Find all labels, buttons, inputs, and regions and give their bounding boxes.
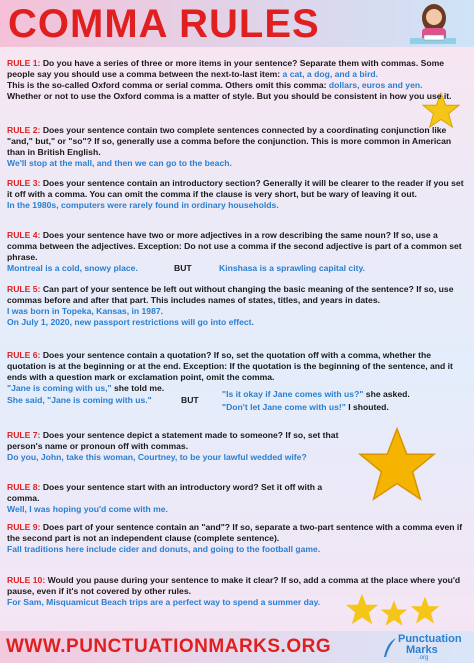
rule-label: RULE 6: [7,350,41,360]
quill-icon [382,637,398,659]
rules-panel [0,47,474,631]
quote-text: "Jane is coming with us," [7,383,112,393]
rule-example: a cat, a dog, and a bird. [282,69,379,79]
rule-9 [7,522,467,555]
rule-3 [7,178,467,211]
rule-label: RULE 5: [7,284,41,294]
rule-label: RULE 4: [7,230,41,240]
rule-text: Does your sentence have two or more adjectives in a row describing the same noun? If so, use a comma between the adjectives. Exception: Do not use a comma if the second adjective is part of a common set phrase. [7,230,462,262]
rule-text: Does part of your sentence contain an "and"? If so, separate a two-part sentence with a comma even if the second part is not an independent clause (complete sentence). [7,522,463,543]
rule-text: This is the so-called Oxford comma or serial comma. Others omit this comma: [7,80,327,90]
rule-label: RULE 10: [7,575,46,585]
rule-example [222,389,410,400]
rule-label: RULE 9: [7,522,41,532]
rule-example: In the 1980s, computers were rarely found in ordinary households. [7,200,279,210]
rule-example: Do you, John, take this woman, Courtney, to be your lawful wedded wife? [7,452,307,462]
rule-example: Well, I was hoping you'd come with me. [7,504,168,514]
rule-text: Does your sentence contain an introductory section? Generally it will be clearer to the reader if you set it off with a comma. You can omit the comma if the clause is very short, but be wary of leaving it out. [7,178,464,199]
rule-example: Fall traditions here include cider and donuts, and going to the football game. [7,544,321,554]
rule-example [222,402,389,413]
rule-text: Would you pause during your sentence to make it clear? If so, add a comma at the place where you'd pause, even if it's not covered by other rules. [7,575,461,596]
rule-example: Kinshasa is a sprawling capital city. [219,263,365,273]
quote-tail: I shouted. [348,402,389,412]
rule-text: Can part of your sentence be left out without changing the basic meaning of the sentence? If so, use commas before and after that part. This includes names of states, titles, and years in dates. [7,284,454,305]
student-reading-illustration [404,2,460,46]
rule-text: Does your sentence contain a quotation? If so, set the quotation off with a comma, whether the quotation is at the beginning or at the end. Exception: If the quotation is the beginning of the sentence, and it ends with a question mark or exclamation point, omit the comma. [7,350,453,382]
rule-example: Montreal is a cold, snowy place. [7,263,138,273]
but-label: BUT [174,263,192,273]
footer-banner [0,631,474,663]
brand-text: Punctuation [398,633,462,645]
rule-label: RULE 8: [7,482,41,492]
rule-10 [7,575,467,608]
rule-text: Whether or not to use the Oxford comma is a matter of style. But you should be consistent in how you use it. [7,91,452,101]
rule-text: Does your sentence contain two complete sentences connected by a coordinating conjunction like "and," but," or "so"? If so, generally use a comma before the conjunction. This is more common in American than in British English. [7,125,452,157]
rule-8 [7,482,467,515]
but-label: BUT [181,395,199,405]
rule-7 [7,430,467,463]
rule-6 [7,350,467,412]
rule-text: Does your sentence depict a statement made to someone? If so, set that person's name or pronoun off with commas. [7,430,339,451]
rule-1 [7,58,467,102]
quote-tail: she told me. [114,383,165,393]
rule-example: We'll stop at the mall, and then we can go to the beach. [7,158,232,168]
rule-text: Does your sentence start with an introductory word? Set it off with a comma. [7,482,323,503]
site-url-link[interactable]: WWW.PUNCTUATIONMARKS.ORG [6,636,332,657]
rule-example: dollars, euros and yen. [328,80,423,90]
brand-logo [380,633,466,663]
rule-label: RULE 2: [7,125,41,135]
rule-example: She said, "Jane is coming with us." [7,395,152,405]
page-title: COMMA RULES [8,2,320,46]
rule-4 [7,230,467,274]
brand-text: .org [418,655,429,661]
rule-5 [7,284,467,328]
quote-text: "Don't let Jane come with us!" [222,402,346,412]
quote-text: "Is it okay if Jane comes with us?" [222,389,364,399]
quote-tail: she asked. [365,389,410,399]
header-banner [0,0,474,47]
rule-example: For Sam, Misquamicut Beach trips are a perfect way to spend a summer day. [7,597,321,607]
rule-label: RULE 7: [7,430,41,440]
rule-example [7,383,164,394]
rule-example: I was born in Topeka, Kansas, in 1987. [7,306,164,316]
brand-text: Marks [406,644,438,656]
rule-text: Do you have a series of three or more items in your sentence? Separate them with commas. Some people say you should use a comma between the next-to-last item: [7,58,444,79]
rule-label: RULE 1: [7,58,41,68]
rule-label: RULE 3: [7,178,41,188]
rule-example: On July 1, 2020, new passport restrictions will go into effect. [7,317,254,327]
rule-2 [7,125,467,169]
